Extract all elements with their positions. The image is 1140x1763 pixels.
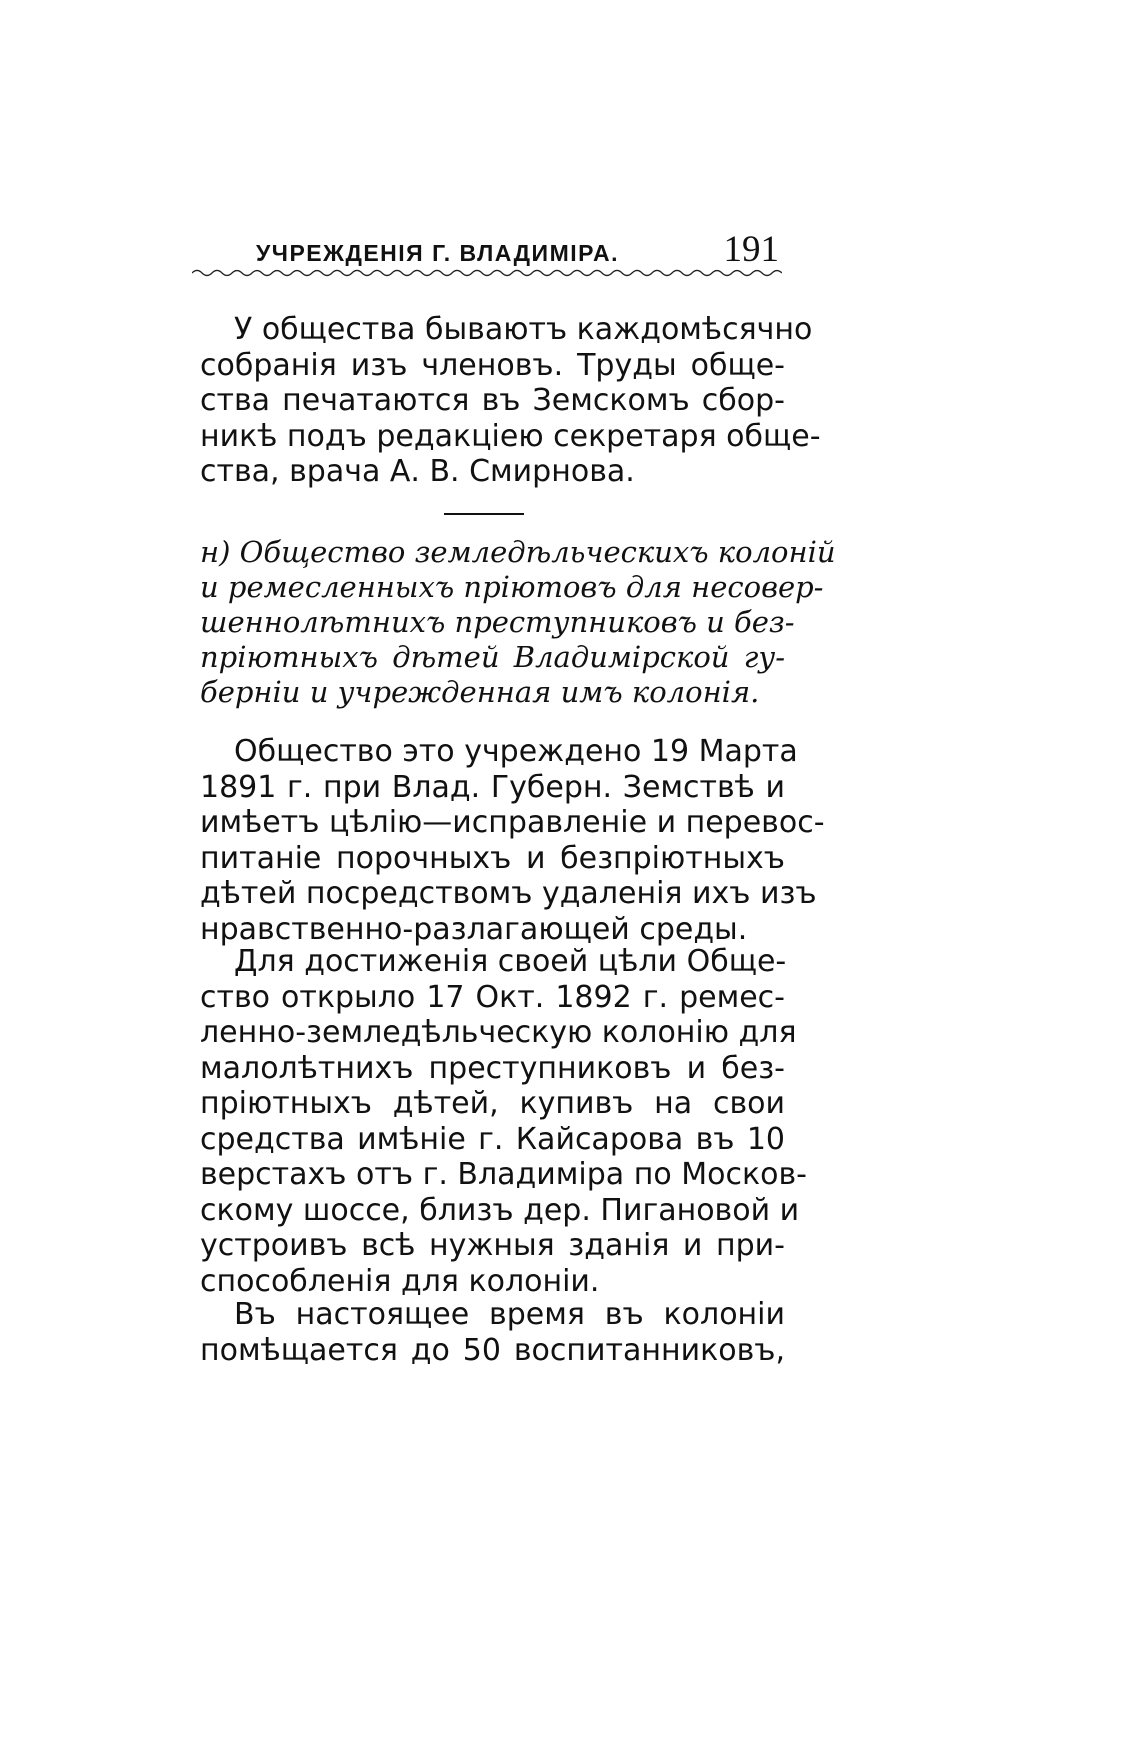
text-line: скому шоссе, близъ дер. Пигановой и (200, 1192, 800, 1228)
section-divider (444, 513, 524, 515)
text-line: собранія изъ членовъ. Труды обще- (200, 347, 785, 383)
text-line: Для достиженія своей цѣли Обще- (234, 944, 787, 979)
text-line: Въ настоящее время въ колоніи (234, 1297, 785, 1332)
paragraph-society-meetings (200, 312, 821, 490)
text-line: помѣщается до 50 воспитанниковъ, (200, 1332, 785, 1368)
wavy-header-rule (192, 267, 782, 279)
paragraph-society-founding (200, 734, 825, 947)
section-heading (200, 535, 836, 710)
text-line: способленія для колоніи. (200, 1263, 600, 1299)
text-line: имѣетъ цѣлію—исправленіе и перевос- (200, 805, 825, 840)
page-number: 191 (723, 229, 779, 270)
heading-line: берніи и учрежденная имъ колонія. (200, 675, 760, 709)
text-line: устроивъ всѣ нужныя зданія и при- (200, 1228, 785, 1263)
text-line: малолѣтнихъ преступниковъ и без- (200, 1050, 785, 1086)
running-title: УЧРЕЖДЕНІЯ Г. ВЛАДИМІРА. (256, 240, 619, 266)
text-line: У общества бываютъ каждомѣсячно (234, 312, 813, 347)
heading-line: пріютныхъ дѣтей Владимірской гу- (200, 640, 785, 674)
text-line: ленно-земледѣльческую колонію для (200, 1015, 797, 1050)
text-line: средства имѣніе г. Кайсарова въ 10 (200, 1121, 785, 1157)
text-line: ства печатаются въ Земскомъ сбор- (200, 383, 785, 418)
page-header (200, 222, 785, 272)
heading-line: н) Общество земледѣльческихъ колоній (200, 535, 836, 569)
text-line: нравственно-разлагающей среды. (200, 911, 748, 947)
heading-line: и ремесленныхъ пріютовъ для несовер- (200, 570, 824, 604)
paragraph-current-status (200, 1297, 785, 1368)
text-line: верстахъ отъ г. Владиміра по Москов- (200, 1157, 807, 1192)
paragraph-colony-opening (200, 944, 807, 1299)
heading-line: шеннолѣтнихъ преступниковъ и без- (200, 605, 795, 639)
text-line: никѣ подъ редакціею секретаря обще- (200, 418, 821, 454)
text-line: ства, врача А. В. Смирнова. (200, 454, 635, 489)
text-line: 1891 г. при Влад. Губерн. Земствѣ и (200, 769, 785, 805)
text-line: дѣтей посредствомъ удаленія ихъ изъ (200, 876, 817, 911)
text-line: питаніе порочныхъ и безпріютныхъ (200, 840, 785, 876)
text-line: пріютныхъ дѣтей, купивъ на свои (200, 1086, 785, 1121)
text-line: Общество это учреждено 19 Марта (234, 734, 798, 769)
text-line: ство открыло 17 Окт. 1892 г. ремес- (200, 979, 785, 1015)
